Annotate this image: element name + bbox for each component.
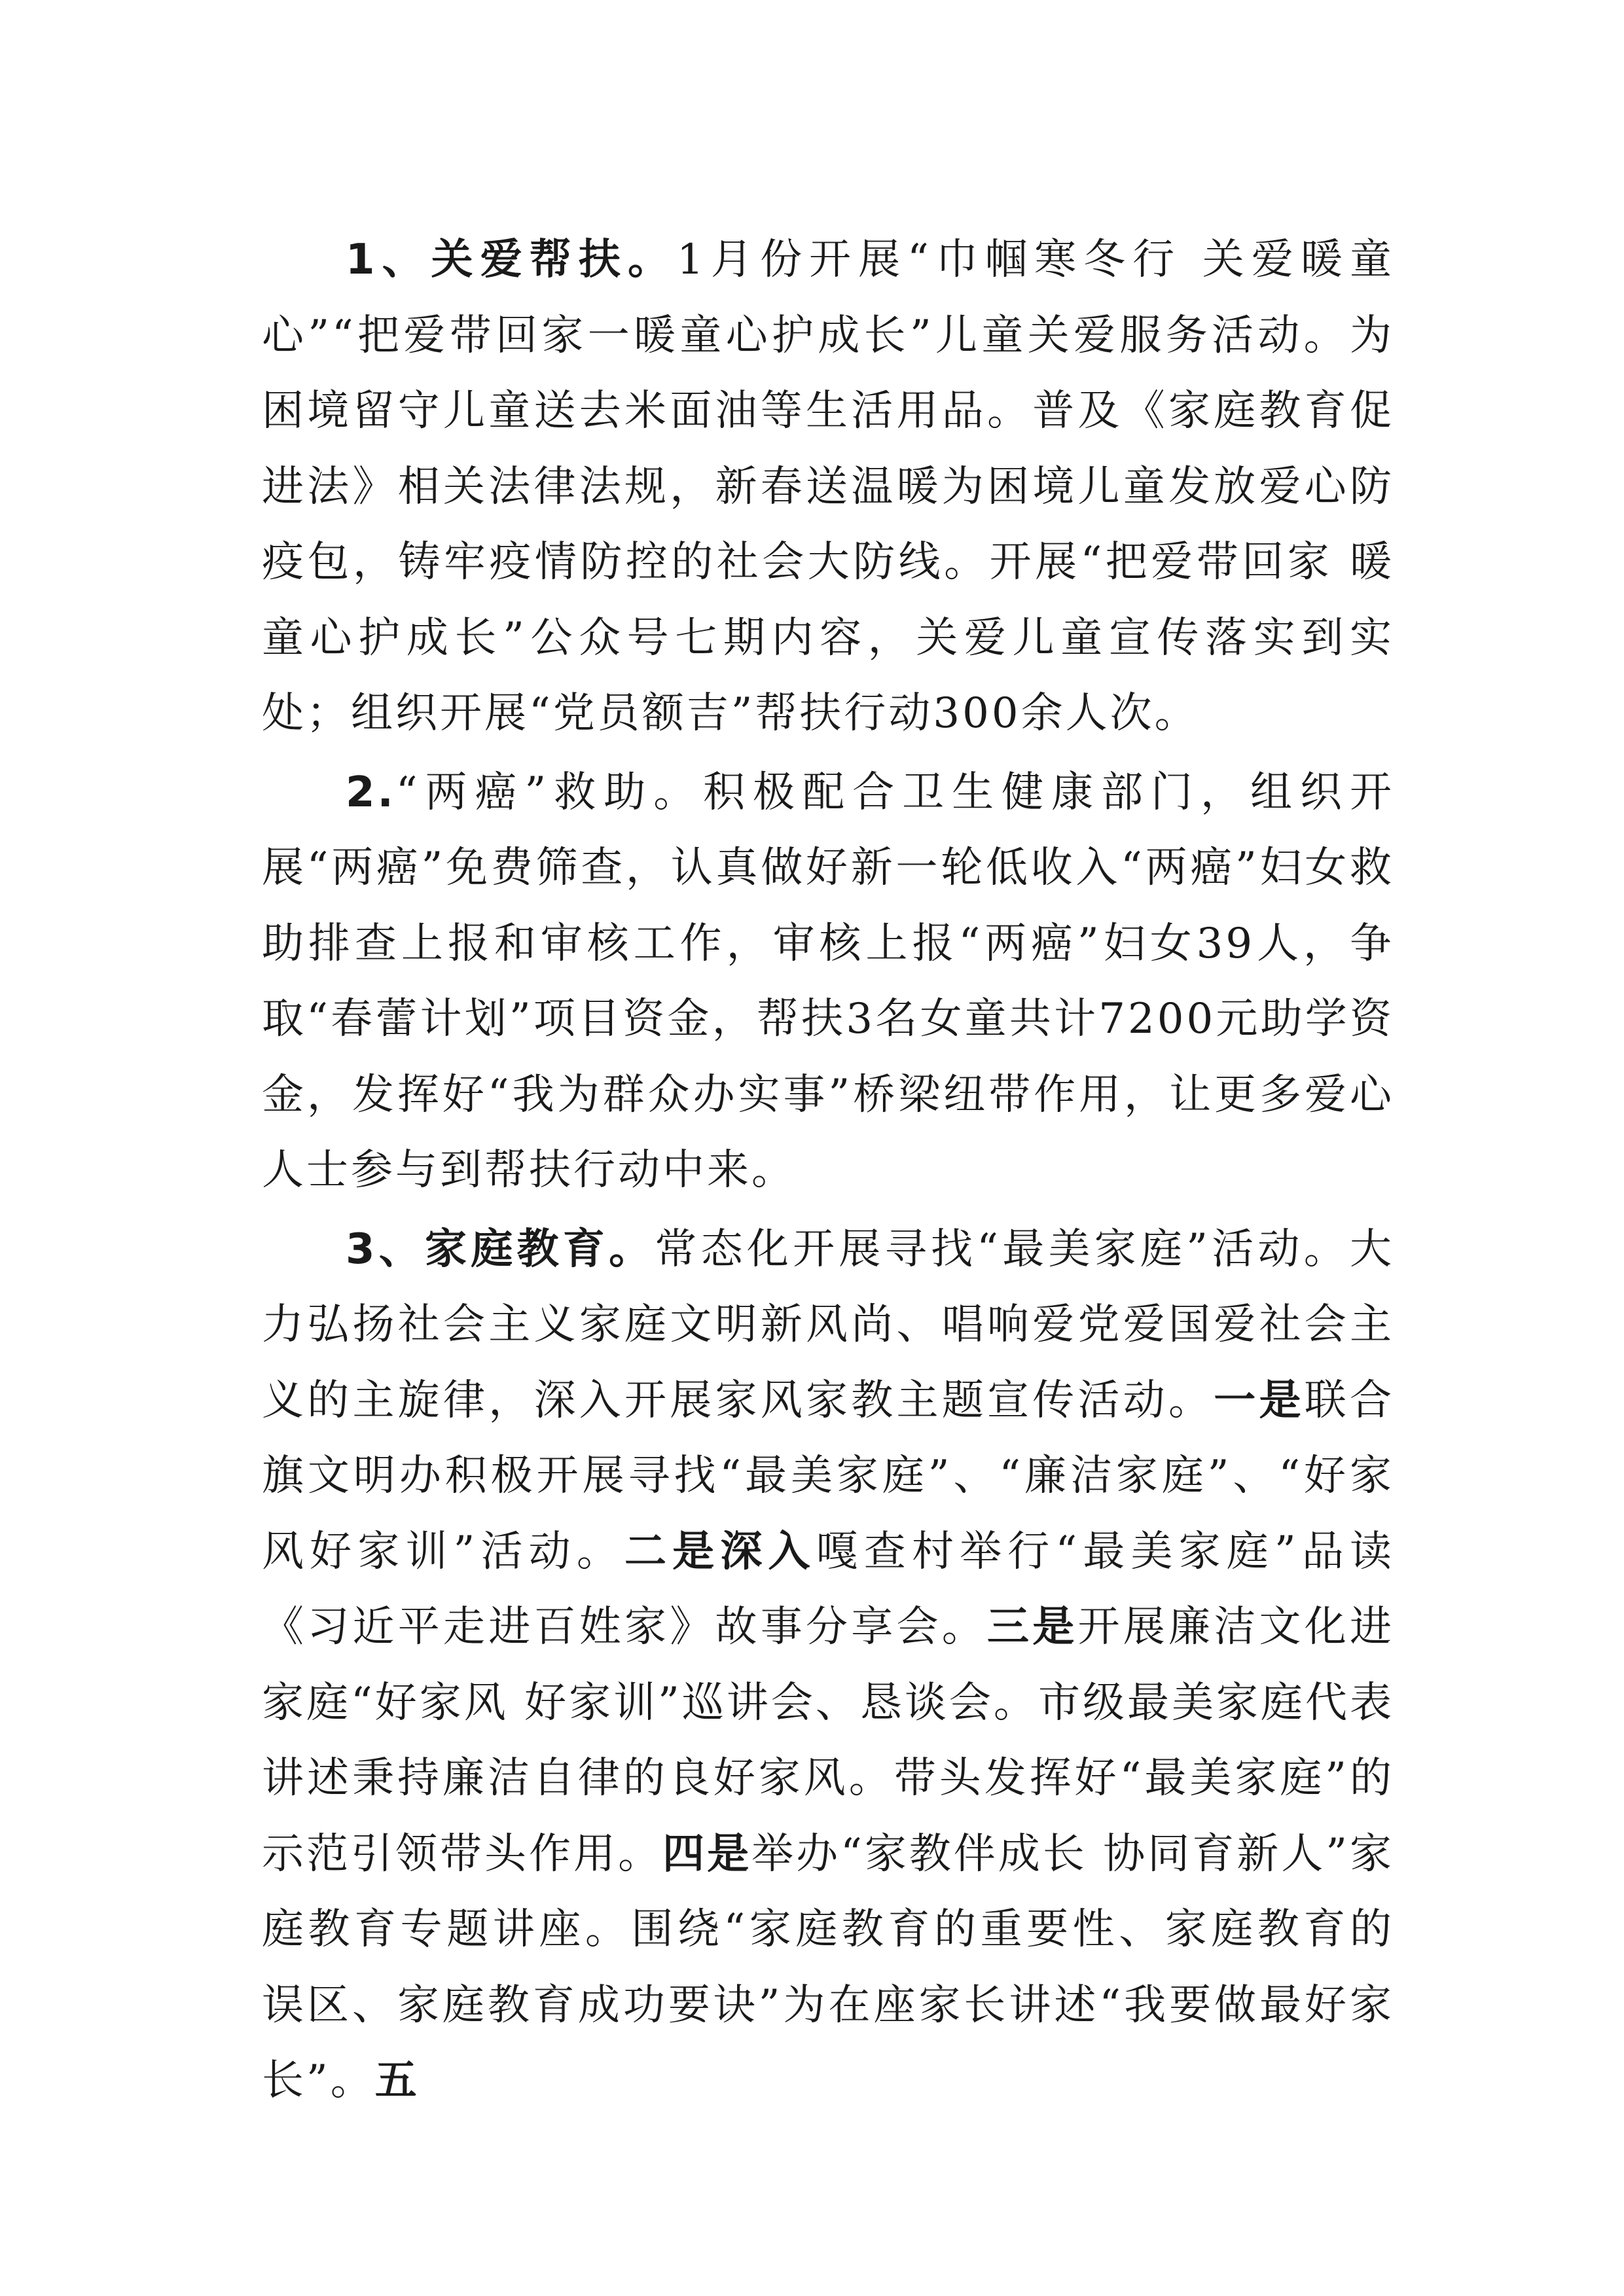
paragraph-heading: 2. (346, 768, 396, 817)
emphasis-ordinal: 三是 (987, 1603, 1078, 1651)
text-segment: 嘎查村举行“最美家庭”品读《习近平走进百姓家》故事分享会。 (262, 1527, 1394, 1651)
emphasis-ordinal: 五 (374, 2056, 420, 2105)
text-segment: 开展廉洁文化进家庭“好家风 好家训”巡讲会、恳谈会。市级最美家庭代表讲述秉持廉洁自律的良好家风。带头发挥好“最美家庭”的示范引领带头作用。 (262, 1603, 1394, 1878)
paragraph-family-education (262, 1212, 1394, 2119)
text-segment: 常态化开展寻找“最美家庭”活动。大力弘扬社会主义家庭文明新风尚、唱响爱党爱国爱社会主义的主旋律，深入开展家风家教主题宣传活动。 (262, 1225, 1395, 1425)
paragraph-body: “两癌”救助。积极配合卫生健康部门，组织开展“两癌”免费筛查，认真做好新一轮低收入“两癌”妇女救助排查上报和审核工作，审核上报“两癌”妇女39人，争取“春蕾计划”项目资金，帮扶3名女童共计7200元助学资金，发挥好“我为群众办实事”桥梁纽带作用，让更多爱心人士参与到帮扶行动中来。 (262, 768, 1394, 1194)
paragraph-body (262, 1225, 1394, 2106)
emphasis-ordinal: 二是深入 (624, 1527, 816, 1576)
text-segment: 联合旗文明办积极开展寻找“最美家庭”、“廉洁家庭”、“好家风好家训”活动。 (262, 1376, 1394, 1576)
text-segment: 举办“家教伴成长 协同育新人”家庭教育专题讲座。围绕“家庭教育的重要性、家庭教育的误区、家庭教育成功要诀”为在座家长讲述“我要做最好家长”。 (262, 1829, 1395, 2105)
paragraph-care-assistance (262, 223, 1394, 752)
document-page (262, 223, 1394, 2123)
paragraph-two-cancers-aid (262, 755, 1394, 1209)
emphasis-ordinal: 四是 (662, 1829, 752, 1878)
paragraph-heading: 3、家庭教育。 (346, 1225, 655, 1274)
emphasis-ordinal: 一是 (1214, 1376, 1305, 1425)
paragraph-body: 1月份开展“巾帼寒冬行 关爱暖童心”“把爱带回家一暖童心护成长”儿童关爱服务活动。为困境留守儿童送去米面油等生活用品。普及《家庭教育促进法》相关法律法规，新春送温暖为困境儿童发放爱心防疫包，铸牢疫情防控的社会大防线。开展“把爱带回家 暖童心护成长”公众号七期内容，关爱儿童宣传落实到实处；组织开展“党员额吉”帮扶行动300余人次。 (262, 236, 1395, 738)
paragraph-heading: 1、关爱帮扶。 (346, 236, 677, 284)
